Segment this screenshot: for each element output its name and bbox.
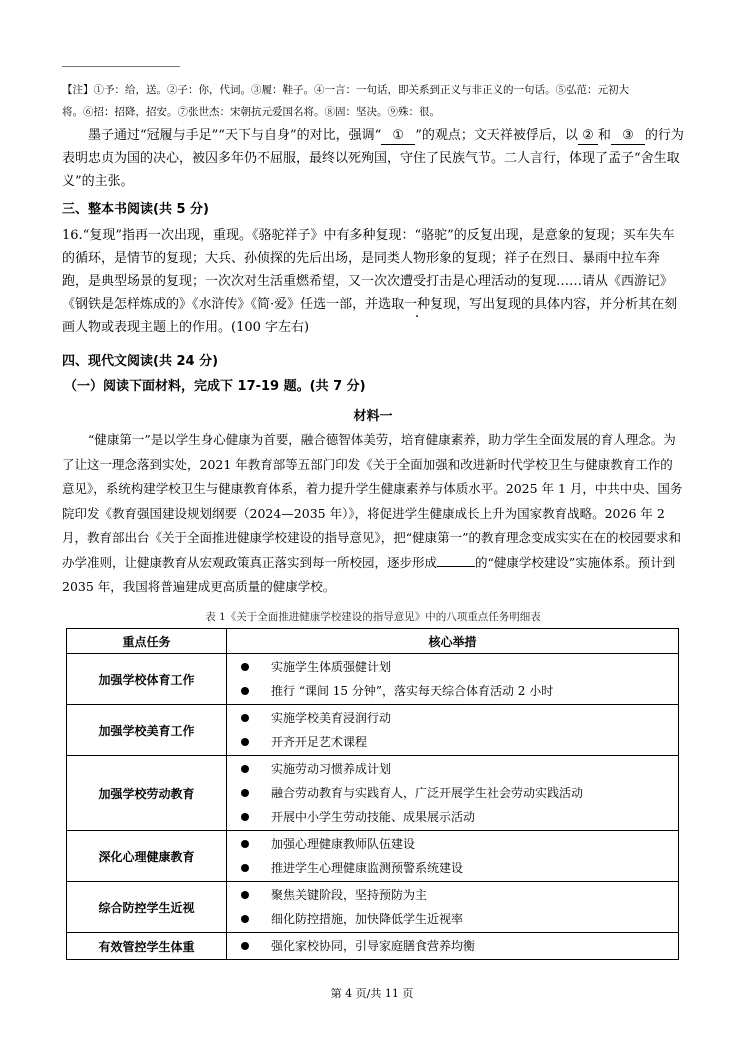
measure-item — [241, 856, 678, 880]
bullet-icon — [241, 840, 249, 848]
bullet-icon — [241, 864, 249, 872]
measure-item — [241, 655, 678, 679]
bullet-icon — [241, 738, 249, 746]
measure-text: 推进学生心理健康监测预警系统建设 — [271, 861, 464, 875]
measure-text: 聚焦关键阶段，坚持预防为主 — [271, 888, 428, 902]
table-row — [67, 705, 679, 756]
table-row — [67, 882, 679, 933]
bullet-icon — [241, 891, 249, 899]
measure-text: 实施劳动习惯养成计划 — [271, 762, 392, 776]
measure-text: 推行 “课间 15 分钟”，落实每天综合体育活动 2 小时 — [271, 684, 554, 698]
task-cell: 加强学校体育工作 — [67, 654, 227, 705]
column-header: 核心举措 — [227, 629, 679, 654]
task-cell: 加强学校美育工作 — [67, 705, 227, 756]
table-caption: 表 1《关于全面推进健康学校建设的指导意见》中的八项重点任务明细表 — [205, 611, 541, 623]
answer-blank-2[interactable]: ② — [578, 128, 598, 145]
task-cell: 综合防控学生近视 — [67, 882, 227, 933]
measures-cell — [227, 831, 679, 882]
bullet-icon — [241, 765, 249, 773]
emphasized-text: 一种 — [404, 297, 431, 312]
material-title: 材料一 — [353, 409, 393, 424]
measure-item — [241, 730, 678, 754]
measure-item — [241, 781, 678, 805]
measure-text: 融合劳动教育与实践育人，广泛开展学生社会劳动实践活动 — [271, 786, 584, 800]
annotation-note — [62, 79, 684, 123]
note-line: 将。⑥招：招降，招安。⑦张世杰：宋朝抗元爱国名将。⑧固：坚决。⑨殊：很。 — [62, 106, 440, 118]
measure-text: 开展中小学生劳动技能、成果展示活动 — [271, 810, 476, 824]
bullet-icon — [241, 813, 249, 821]
measure-text: 细化防控措施，加快降低学生近视率 — [271, 912, 464, 926]
table-row — [67, 933, 679, 960]
column-header: 重点任务 — [67, 629, 227, 654]
subsection-heading: （一）阅读下面材料，完成下 17-19 题。(共 7 分) — [64, 379, 366, 394]
measure-item — [241, 883, 678, 907]
measure-text: 实施学校美育浸润行动 — [271, 711, 392, 725]
measure-item — [241, 907, 678, 931]
measures-cell — [227, 705, 679, 756]
table-header-row — [67, 629, 679, 654]
bullet-icon — [241, 915, 249, 923]
bullet-icon — [241, 942, 249, 950]
material-paragraph: “健康第一”是以学生身心健康为首要，融合德智体美劳，培育健康素养，助力学生全面发展的育人理念。为了让这一理念落到实处，2021 年教育部等五部门印发《关于全面加强和改进新时代学校卫生与健康教育工作的意见》，系统构建学校卫生与健康教育体系，着力提升学生健康素养与体质水平。2025 年 1 月，中共中央、国务院印发《教育强国建设规划纲要（2024—2035 年）》，将促进学生健康成长上升为国家教育战略。2026 年 2 月，教育部出台《关于全面推进健康学校建设的指导意见》，把“健康第一”的教育理念变成实实在在的校园要求和办学准则，让健康教育从宏观政策真正落实到每一所校园，逐步形成 的“健康学校建设”实施体系。预计到 2035 年，我国将普遍建成更高质量的健康学校。 — [62, 432, 683, 594]
task-cell: 深化心理健康教育 — [67, 831, 227, 882]
answer-blank-1[interactable]: ① — [381, 128, 415, 145]
table-row — [67, 831, 679, 882]
measures-cell — [227, 654, 679, 705]
table-row — [67, 756, 679, 831]
tasks-table — [66, 628, 679, 960]
answer-blank-3[interactable]: ③ — [611, 128, 645, 145]
answer-blank-4[interactable] — [437, 566, 475, 567]
measure-text: 开齐开足艺术课程 — [271, 735, 368, 749]
footnote-divider — [62, 66, 180, 67]
measure-item — [241, 805, 678, 829]
section-heading: 三、整本书阅读(共 5 分) — [62, 202, 209, 217]
measure-item — [241, 832, 678, 856]
bullet-icon — [241, 789, 249, 797]
task-cell: 有效管控学生体重 — [67, 933, 227, 960]
measure-text: 实施学生体质强健计划 — [271, 660, 392, 674]
measure-item — [241, 934, 678, 958]
measure-item — [241, 679, 678, 703]
question-15-paragraph: 墨子通过“冠履与手足”“天下与自身”的对比，强调“ ① ”的观点；文天祥被俘后，以 ② 和 ③ 的行为表明忠贞为国的决心，被囚多年仍不屈服，最终以死殉国，守住了民族气节。二人言行，体现了孟子“舍生取义”的主张。 — [62, 128, 684, 189]
measures-cell — [227, 756, 679, 831]
measure-text: 加强心理健康教师队伍建设 — [271, 837, 416, 851]
bullet-icon — [241, 663, 249, 671]
measures-cell — [227, 933, 679, 960]
bullet-icon — [241, 687, 249, 695]
table-row — [67, 654, 679, 705]
measure-text: 强化家校协同，引导家庭膳食营养均衡 — [271, 939, 476, 953]
question-16-paragraph: 16.“复现”指再一次出现，重现。《骆驼祥子》中有多种复现：“骆驼”的反复出现，是意象的复现；买车失车的循环，是情节的复现；大兵、孙侦探的先后出场，是同类人物形象的复现；祥子在烈日、暴雨中拉车奔跑，是典型场景的复现；一次次对生活重燃希望，又一次次遭受打击是心理活动的复现……请从《西游记》《钢铁是怎样炼成的》《水浒传》《简·爱》任选一部，并选取一种复现，写出复现的具体内容，并分析其在刻画人物或表现主题上的作用。(100 字左右) — [62, 228, 678, 335]
measure-item — [241, 757, 678, 781]
measure-item — [241, 706, 678, 730]
page-footer: 第 4 页/共 11 页 — [330, 987, 414, 1000]
bullet-icon — [241, 714, 249, 722]
task-cell: 加强学校劳动教育 — [67, 756, 227, 831]
section-heading: 四、现代文阅读(共 24 分) — [62, 354, 219, 369]
measures-cell — [227, 882, 679, 933]
note-line: 【注】①予：给，送。②子：你，代词。③履：鞋子。④一言：一句话，即关系到正义与非正义的一句话。⑤弘范：元初大 — [62, 84, 629, 96]
